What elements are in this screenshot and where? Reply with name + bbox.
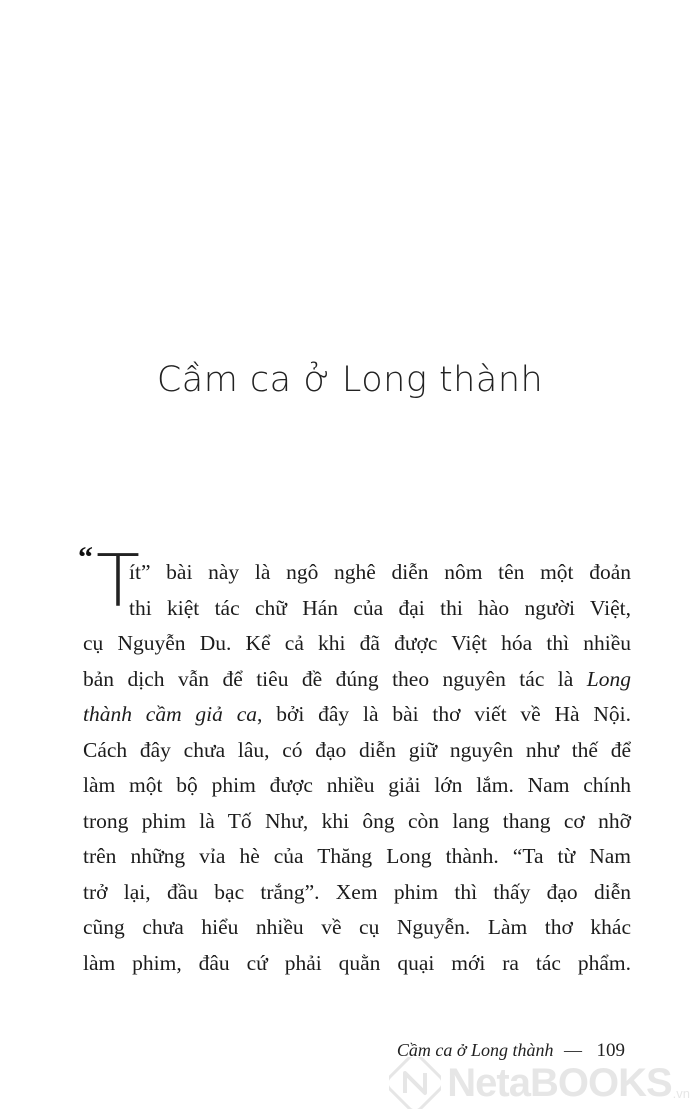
text-line: cụ Nguyễn Du. Kể cả khi đã được Việt hóa thì nhiều bbox=[83, 631, 631, 655]
text-line-mixed bbox=[83, 697, 631, 733]
watermark-brand: NetaBOOKS bbox=[447, 1060, 672, 1105]
chapter-title: Cầm ca ở Long thành bbox=[156, 360, 544, 400]
neta-logo-icon bbox=[389, 1057, 441, 1109]
watermark bbox=[389, 1057, 690, 1109]
page-number: 109 bbox=[596, 1040, 625, 1061]
body-paragraph bbox=[83, 555, 631, 981]
text-line: làm một bộ phim được nhiều giải lớn lắm. Nam chính bbox=[83, 773, 631, 797]
text-line: trên những vỉa hè của Thăng Long thành. “Ta từ Nam bbox=[83, 844, 631, 868]
text-line: trở lại, đầu bạc trắng”. Xem phim thì thấy đạo diễn bbox=[83, 879, 631, 904]
italic-title-segment: Long bbox=[586, 666, 631, 691]
italic-title-segment: thành cầm giả ca bbox=[83, 702, 258, 726]
text-line: ít” bài này là ngô nghê diễn nôm tên một đoản bbox=[129, 560, 631, 584]
watermark-suffix: .vn bbox=[672, 1086, 690, 1101]
opening-quote-mark: “ bbox=[78, 541, 93, 574]
text-line: trong phim là Tố Như, khi ông còn lang thang cơ nhỡ bbox=[83, 808, 631, 833]
text-line-mixed bbox=[83, 662, 631, 698]
text-line: làm phim, đâu cứ phải quằn quại mới ra tác phẩm. bbox=[83, 950, 631, 975]
footer-chapter-title: Cầm ca ở Long thành bbox=[396, 1040, 554, 1060]
text-line: thi kiệt tác chữ Hán của đại thi hào người Việt, bbox=[129, 595, 631, 620]
text-segment: bản dịch vẫn để tiêu đề đúng theo nguyên tác là bbox=[83, 666, 574, 691]
text-line: Cách đây chưa lâu, có đạo diễn giữ nguyên như thế để bbox=[83, 737, 631, 762]
footer-dash: — bbox=[564, 1040, 582, 1060]
drop-cap-letter: T bbox=[96, 539, 140, 623]
text-segment: , bởi đây là bài thơ viết về Hà Nội. bbox=[257, 702, 631, 726]
text-line: cũng chưa hiểu nhiều về cụ Nguyễn. Làm thơ khác bbox=[83, 915, 631, 939]
